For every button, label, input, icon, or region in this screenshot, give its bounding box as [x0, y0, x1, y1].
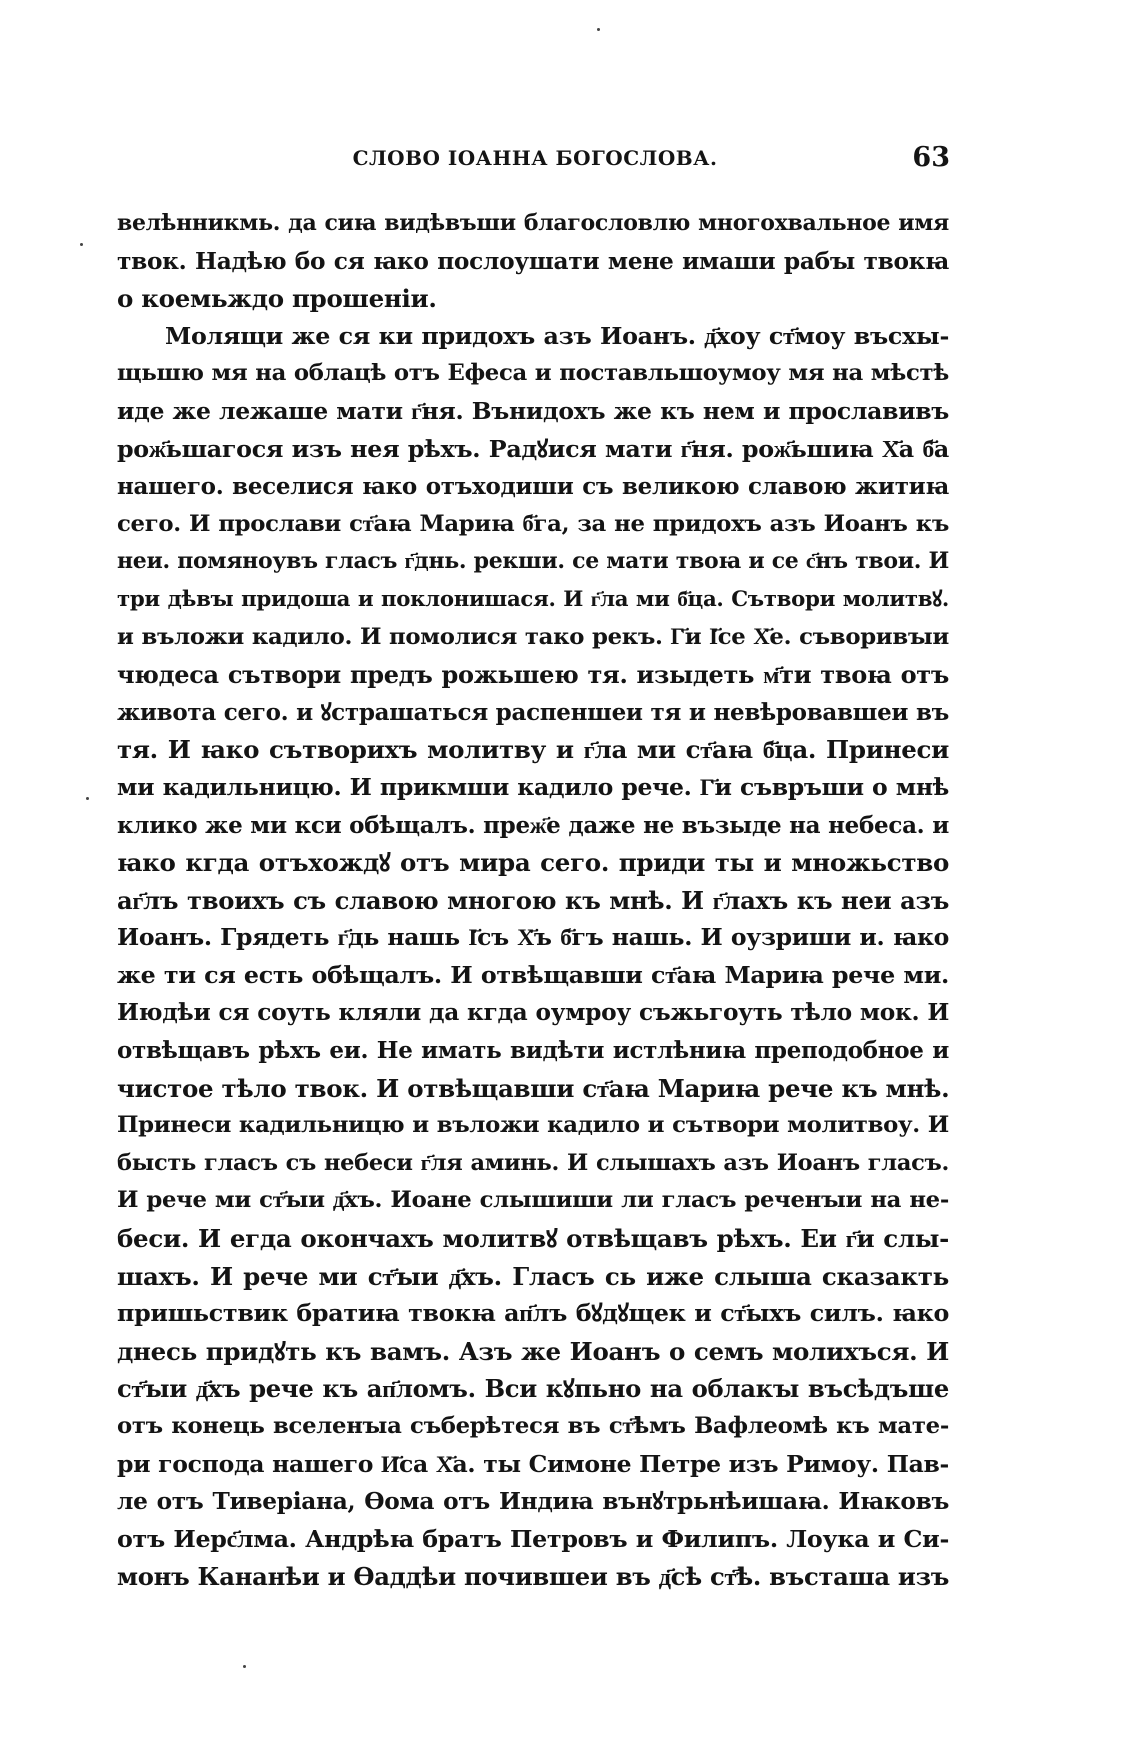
- text-line: аг҃лъ твоихъ съ славою многою къ мнѣ. И г҃лахъ къ неи азъ: [117, 885, 949, 915]
- text-line: и въложи кадило. И помолися тако рекъ. Г҃и І҃се Х҃е. съворивꙑи: [117, 623, 949, 650]
- text-line: чистое тѣло твок. И отвѣщавши ст҃аꙗ Мариꙗ рече къ мнѣ.: [117, 1073, 950, 1103]
- page-header: [120, 142, 950, 176]
- text-line: Иоанъ. Грядеть г҃дь нашь І҃съ Х҃ъ б҃гъ нашь. И оузриши и. ꙗко: [117, 923, 949, 952]
- text-line: иде же лежаше мати г҃ня. Вънидохъ же къ нем и прославивъ: [117, 396, 949, 425]
- running-title: СЛОВО ІОАННА БОГОСЛОВА.: [352, 146, 718, 170]
- text-line: пришьствик братиꙗ твокꙗ ап҃лъ бꙋдꙋщек и ст҃ыхъ силъ. ꙗко: [117, 1299, 949, 1328]
- text-line: И рече ми ст҃ꙑи д҃хъ. Иоане слышиши ли гласъ реченꙑи на не-: [117, 1187, 949, 1214]
- text-line: ми кадильницю. И прикмши кадило рече. Г҃и съвръши о мнѣ: [117, 772, 949, 801]
- text-line: велѣнникмь. да сиꙗ видѣвъши благословлю многохвальное имя: [117, 210, 949, 236]
- text-line: бысть гласъ съ небеси г҃ля аминь. И слышахъ азъ Иоанъ гласъ.: [117, 1149, 949, 1176]
- text-line: шахъ. И рече ми ст҃ꙑи д҃хъ. Гласъ сь иже слыша сказакть: [117, 1261, 949, 1291]
- print-speck: [86, 797, 89, 800]
- text-line: Июдѣи ся соуть кляли да кгда оумроу съжьгоуть тѣло мок. И: [117, 999, 949, 1027]
- text-line: чюдеса сътвори предъ рожьшею тя. изыдеть м҃ти твоꙗ отъ: [117, 660, 949, 690]
- text-line: нашего. веселися ꙗко отъходиши съ великою славою житиꙗ: [117, 473, 949, 501]
- text-line: Молящи же ся ки придохъ азъ Иоанъ. д҃хоу ст҃моу въсхы-: [165, 321, 949, 350]
- text-line: ст҃ꙑи д҃хъ рече къ ап҃ломъ. Вси кꙋпьно на облакꙑ въсѣдъше: [117, 1374, 949, 1404]
- text-line: ꙗко кгда отъхождꙋ отъ мира сего. приди ты и множьство: [117, 848, 949, 878]
- page-number: 63: [912, 142, 950, 173]
- print-speck: [80, 243, 83, 246]
- text-line: три дѣвꙑ придоша и поклонишася. И г҃ла ми б҃ца. Сътвори молитвꙋ.: [117, 586, 949, 612]
- text-line: твок. Надѣю бо ся ꙗко послоушати мене имаши рабꙑ твокꙗ: [117, 247, 949, 275]
- text-line: ле отъ Тиверіана, Ѳома отъ Индиꙗ вънꙋтрьнѣишаꙗ. Иꙗковъ: [117, 1488, 949, 1516]
- text-line: ри господа нашего И҃са Х҃а. ты Симоне Петре изъ Римоу. Пав-: [117, 1449, 949, 1478]
- text-line: щьшю мя на облацѣ отъ Ефеса и поставльшоумоу мя на мѣстѣ: [117, 360, 949, 387]
- text-line: монъ Кананѣи и Ѳаддѣи почившеи въ д҃сѣ ст҃ѣ. въсташа изъ: [117, 1562, 950, 1592]
- text-line: отъ конець вселенꙑа съберѣтеся въ ст҃ѣмъ Вафлеомѣ къ мате-: [117, 1413, 949, 1439]
- text-line: тя. И ꙗко сътворихъ молитву и г҃ла ми ст҃аꙗ б҃ца. Принеси: [117, 735, 949, 765]
- text-line: беси. И егда окончахъ молитвꙋ отвѣщавъ рѣхъ. Еи г҃и слы-: [117, 1224, 949, 1254]
- text-line: сего. И прослави ст҃аꙗ Мариꙗ б҃га, за не придохъ азъ Иоанъ къ: [117, 510, 949, 537]
- text-line: неи. помяноувъ гласъ г҃днь. рекши. се мати твоꙗ и се с҃нъ твои. И: [117, 548, 949, 575]
- text-line: рож҃ьшагося изъ нея рѣхъ. Радꙋися мати г҃ня. рож҃ьшиꙗ Х҃а б҃а: [117, 434, 949, 463]
- text-line: Принеси кадильницю и въложи кадило и сътвори молитвоу. И: [117, 1112, 949, 1139]
- print-speck: [243, 1665, 246, 1668]
- text-line: о коемьждо прошеніи.: [117, 284, 437, 314]
- text-line: же ти ся есть обѣщалъ. И отвѣщавши ст҃аꙗ Мариꙗ рече ми.: [117, 960, 949, 989]
- text-line: клико же ми кси обѣщалъ. преж҃е даже не възыде на небеса. и: [117, 811, 949, 839]
- body-text: [117, 205, 949, 1596]
- text-line: днесь придꙋть къ вамъ. Азъ же Иоанъ о семъ молихъся. И: [117, 1336, 949, 1366]
- text-line: отвѣщавъ рѣхъ еи. Не имать видѣти истлѣниꙗ преподобное и: [117, 1037, 949, 1065]
- print-speck: [597, 28, 600, 31]
- text-line: отъ Иерс҃лма. Андрѣꙗ братъ Петровъ и Филипъ. Лоука и Си-: [117, 1524, 949, 1553]
- text-line: живота сего. и ꙋстрашаться распеншеи тя и невѣровавшеи въ: [117, 698, 949, 726]
